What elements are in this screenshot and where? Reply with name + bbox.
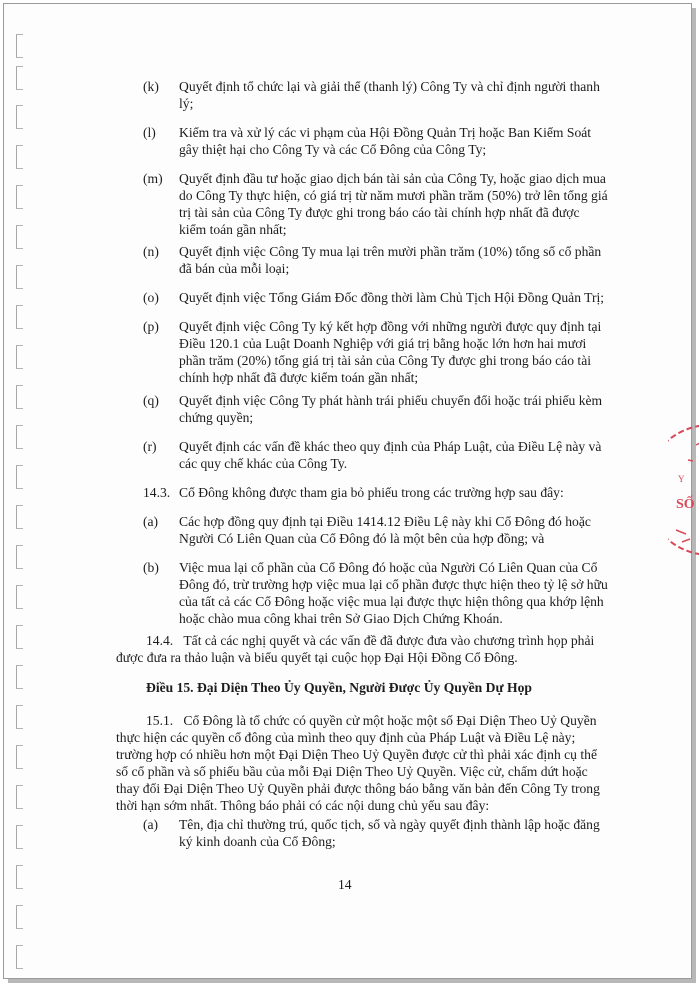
binding-mark <box>16 625 23 649</box>
binding-mark <box>16 665 23 689</box>
binding-mark <box>16 185 23 209</box>
clause-text: Cổ Đông không được tham gia bỏ phiếu trong các trường hợp sau đây: <box>179 485 564 500</box>
binding-mark <box>16 745 23 769</box>
clause-15-1: 15.1. Cổ Đông là tổ chức có quyền cử một hoặc một số Đại Diện Theo Uỷ Quyền thực hiện các quyền cổ đông của mình theo quy định của Pháp Luật và Điều Lệ này; trường hợp có nhiều hơn một Đại Diện Theo Uỷ Quyền được cử thì phải xác định cụ thể số cổ phần và số phiếu bầu của mỗi Đại Diện Theo Uỷ Quyền. Việc cử, chấm dứt hoặc thay đổi Đại Diện Theo Uỷ Quyền phải được thông báo bằng văn bản đến Công Ty trong thời hạn sớm nhất. Thông báo phải có các nội dung chủ yếu sau đây: <box>116 713 600 813</box>
page-shadow-bottom <box>8 979 696 983</box>
item-label: (p) <box>143 319 159 334</box>
item-text: Quyết định đầu tư hoặc giao dịch bán tài sản của Công Ty, hoặc giao dịch mua do Công Ty thực hiện, có giá trị từ năm mươi phần trăm (50%) trở lên tổng giá trị tài sản của Công Ty được ghi trong báo cáo tài chính hợp nhất đã được kiểm toán gần nhất; <box>179 171 608 237</box>
item-label: (k) <box>143 79 159 94</box>
binding-mark <box>16 505 23 529</box>
item-label: (b) <box>143 560 159 575</box>
binding-mark <box>16 225 23 249</box>
item-text: Việc mua lại cổ phần của Cổ Đông đó hoặc của Người Có Liên Quan của Cổ Đông đó, trừ trường hợp việc mua lại cổ phần được thực hiện theo tỷ lệ sở hữu của tất cả các Cổ Đông hoặc việc mua lại được thực hiện thông qua khớp lệnh hoặc chào mua công khai trên Sở Giao Dịch Chứng Khoán. <box>179 560 608 626</box>
clause-14-4: 14.4. Tất cả các nghị quyết và các vấn đề đã được đưa vào chương trình họp phải được đưa ra thảo luận và biểu quyết tại cuộc họp Đại Hội Đồng Cổ Đông. <box>116 633 595 665</box>
item-label: (a) <box>143 817 159 832</box>
item-text: Các hợp đồng quy định tại Điều 1414.12 Điều Lệ này khi Cổ Đông đó hoặc Người Có Liên Quan của Cổ Đông đó là một bên của hợp đồng; và <box>179 514 591 546</box>
item-text: Quyết định việc Công Ty phát hành trái phiếu chuyển đổi hoặc trái phiếu kèm chứng quyền; <box>179 393 603 425</box>
clause-number: 14.3. <box>143 485 171 500</box>
binding-mark <box>16 425 23 449</box>
seal-stamp-icon <box>668 420 699 560</box>
item-text: Kiểm tra và xử lý các vi phạm của Hội Đồng Quản Trị hoặc Ban Kiểm Soát gây thiệt hại cho Công Ty và các Cổ Đông của Công Ty; <box>179 125 592 157</box>
binding-mark <box>16 385 23 409</box>
binding-mark <box>16 305 23 329</box>
article-15-heading: Điều 15. Đại Diện Theo Ủy Quyền, Người Được Ủy Quyền Dự Họp <box>146 680 532 695</box>
item-text: Tên, địa chỉ thường trú, quốc tịch, số và ngày quyết định thành lập hoặc đăng ký kinh doanh của Cổ Đông; <box>179 817 600 849</box>
binding-mark <box>16 865 23 889</box>
binding-mark <box>16 265 23 289</box>
binding-mark <box>16 785 23 809</box>
item-text: Quyết định các vấn đề khác theo quy định của Pháp Luật, của Điều Lệ này và các quy chế khác của Công Ty. <box>179 439 602 471</box>
binding-mark <box>16 945 23 969</box>
binding-mark <box>16 825 23 849</box>
binding-mark <box>16 145 23 169</box>
binding-mark <box>16 34 23 58</box>
item-text: Quyết định việc Tổng Giám Đốc đồng thời làm Chủ Tịch Hội Đồng Quản Trị; <box>179 290 605 305</box>
binding-mark <box>16 345 23 369</box>
item-text: Quyết định tổ chức lại và giải thể (thanh lý) Công Ty và chỉ định người thanh lý; <box>179 79 600 111</box>
binding-mark <box>16 545 23 569</box>
binding-mark <box>16 105 23 129</box>
item-label: (o) <box>143 290 159 305</box>
item-label: (m) <box>143 171 163 186</box>
item-text: Quyết định việc Công Ty ký kết hợp đồng với những người được quy định tại Điều 120.1 của Luật Doanh Nghiệp với giá trị bằng hoặc lớn hơn hai mươi phần trăm (20%) tổng giá trị tài sản của Công Ty được ghi trong báo cáo tài chính hợp nhất đã được kiểm toán gần nhất; <box>179 319 602 385</box>
svg-text:Y: Y <box>678 474 685 484</box>
binding-mark <box>16 66 23 90</box>
item-label: (a) <box>143 514 159 529</box>
item-label: (r) <box>143 439 157 454</box>
page-number: 14 <box>338 877 352 892</box>
svg-text:SỐ: SỐ <box>676 497 695 512</box>
binding-mark <box>16 585 23 609</box>
item-label: (l) <box>143 125 156 140</box>
item-label: (n) <box>143 244 159 259</box>
binding-mark <box>16 465 23 489</box>
item-text: Quyết định việc Công Ty mua lại trên mười phần trăm (10%) tổng số cổ phần đã bán của mỗi loại; <box>179 244 602 276</box>
binding-mark <box>16 705 23 729</box>
binding-mark <box>16 905 23 929</box>
item-label: (q) <box>143 393 159 408</box>
